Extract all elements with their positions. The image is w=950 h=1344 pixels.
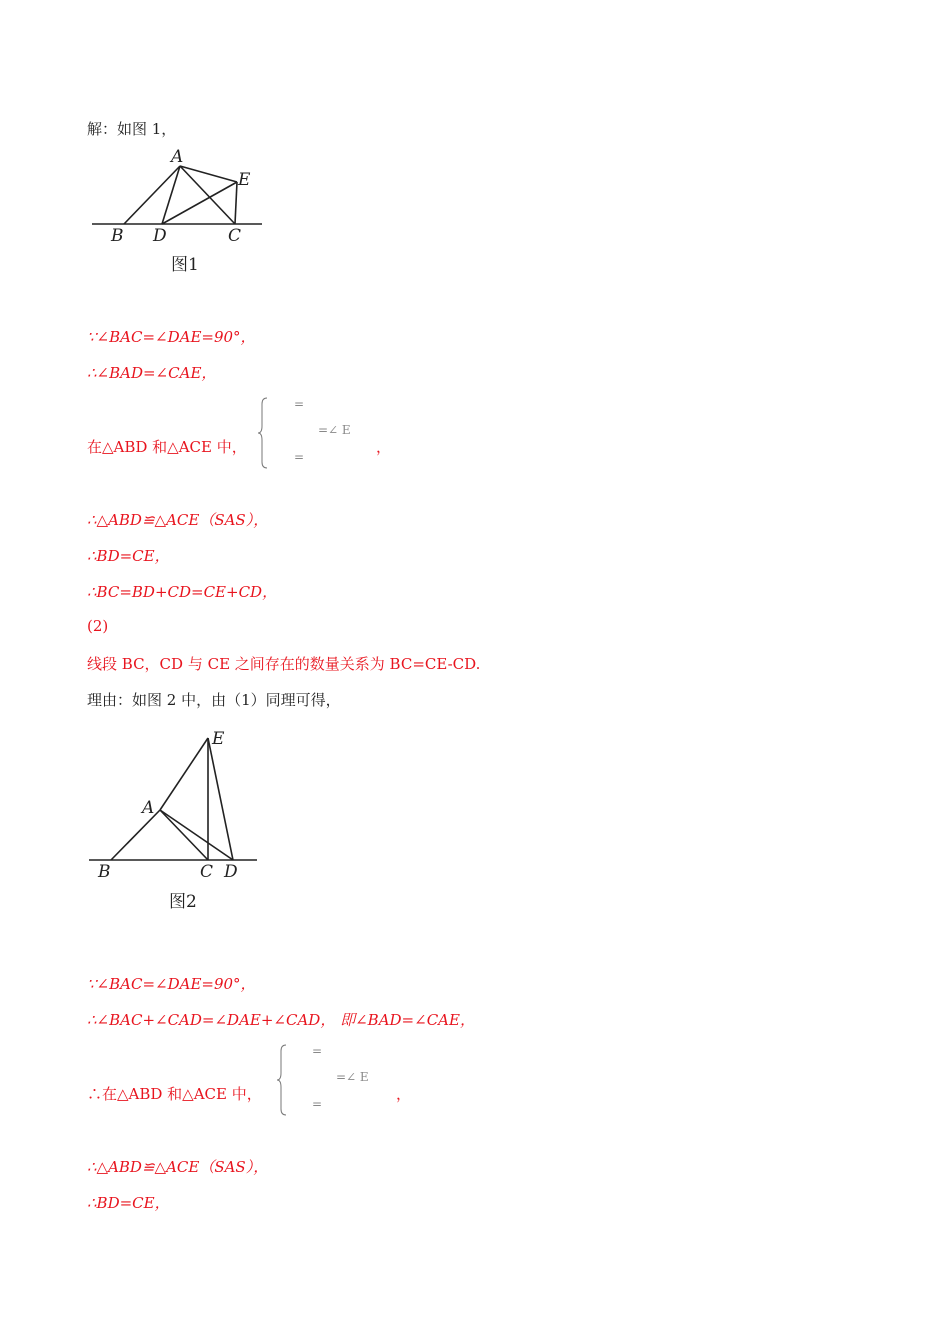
s2-system-row-2: =∠ E <box>336 1070 369 1084</box>
s1-congruent: ∴△ABD≌△ACE（SAS）， <box>87 511 269 529</box>
s2-because: ∵∠BAC=∠DAE=90°， <box>87 975 256 993</box>
s2-system-suffix: ， <box>396 1085 412 1103</box>
s2-system-brace <box>276 1043 290 1117</box>
s2-system-row-1: = <box>312 1044 323 1058</box>
s1-system-row-2: =∠ E <box>318 423 351 437</box>
s2-statement: 线段 BC，CD 与 CE 之间存在的数量关系为 BC=CE-CD. <box>87 655 481 673</box>
s1-system-row-1: = <box>294 397 305 411</box>
fig1-caption: 图1 <box>171 255 199 275</box>
s1-bd-equals-ce: ∴BD=CE， <box>87 547 170 565</box>
fig1-label-b: B <box>111 226 124 246</box>
fig1-label-e: E <box>238 170 251 190</box>
fig2-label-b: B <box>98 862 111 882</box>
solution-intro: 解：如图 1， <box>87 120 177 138</box>
fig2-label-c: C <box>200 862 214 882</box>
s1-system-suffix: ， <box>376 438 392 456</box>
s1-therefore-angle: ∴∠BAD=∠CAE， <box>87 364 217 382</box>
s1-system-prefix: 在△ABD 和△ACE 中， <box>87 438 247 456</box>
s1-because: ∵∠BAC=∠DAE=90°， <box>87 328 256 346</box>
s2-bd-equals-ce: ∴BD=CE， <box>87 1194 170 1212</box>
fig2-label-e: E <box>212 729 225 749</box>
s2-number: (2) <box>87 617 109 635</box>
fig1-label-a: A <box>171 147 184 167</box>
s2-system-row-3: = <box>312 1097 323 1111</box>
s1-system-row-3: = <box>294 450 305 464</box>
s1-bc-sum: ∴BC=BD+CD=CE+CD， <box>87 583 278 601</box>
fig2-label-d: D <box>224 862 238 882</box>
figure-1 <box>87 142 277 286</box>
s2-congruent: ∴△ABD≌△ACE（SAS）， <box>87 1158 269 1176</box>
s2-reason: 理由：如图 2 中，由（1）同理可得， <box>87 691 341 709</box>
fig2-caption: 图2 <box>169 892 197 912</box>
fig1-label-c: C <box>228 226 242 246</box>
figure-2 <box>87 724 277 923</box>
fig1-label-d: D <box>153 226 167 246</box>
fig2-label-a: A <box>142 798 155 818</box>
s2-therefore-angle: ∴∠BAC+∠CAD=∠DAE+∠CAD， 即∠BAD=∠CAE， <box>87 1011 475 1029</box>
s2-system-prefix: ∴在△ABD 和△ACE 中， <box>87 1085 262 1103</box>
s1-system-brace <box>257 396 271 470</box>
